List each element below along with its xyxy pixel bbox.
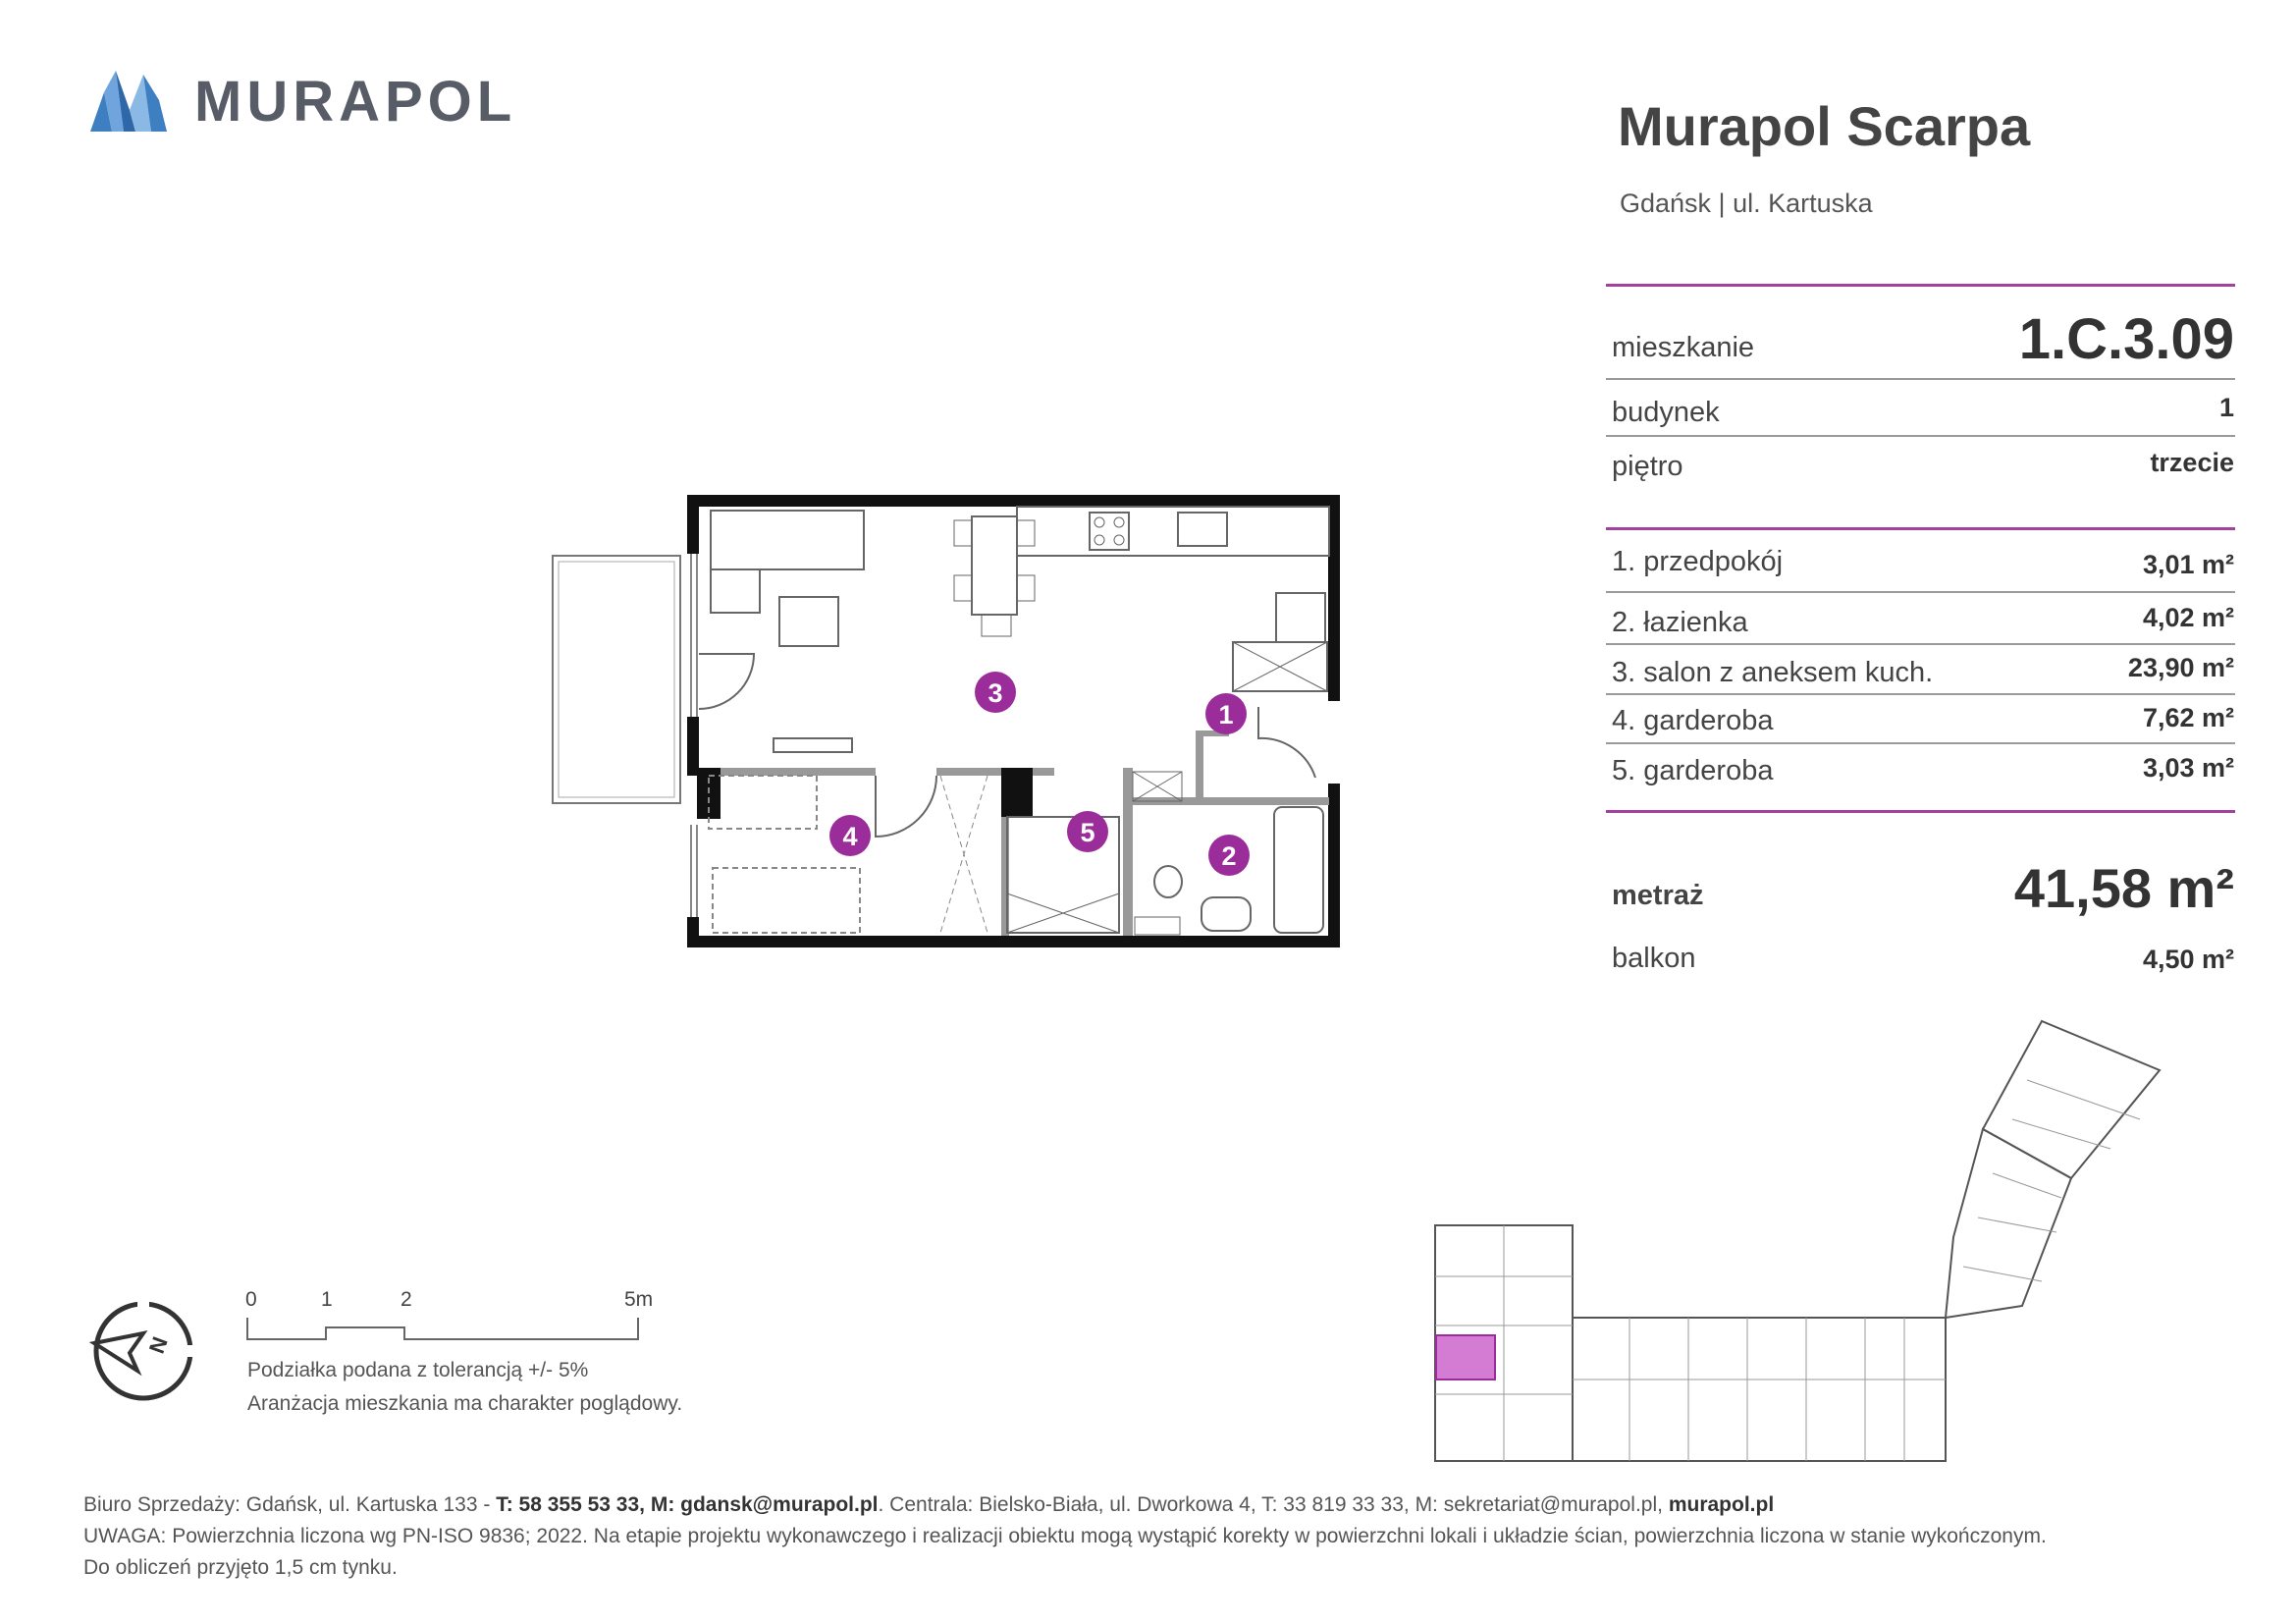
apartment-highlight	[1436, 1335, 1495, 1380]
svg-text:2: 2	[1221, 841, 1237, 871]
building-label: budynek	[1612, 397, 1720, 428]
room-area: 23,90 m²	[2127, 653, 2234, 682]
logo-wordmark: MURAPOL	[194, 70, 517, 134]
divider	[1606, 742, 2235, 744]
divider-top	[1606, 284, 2235, 287]
apartment-number-label: mieszkanie	[1612, 332, 1755, 363]
building-value: 1	[2218, 393, 2234, 422]
room-name: 1. przedpokój	[1612, 546, 1784, 577]
svg-text:1: 1	[1218, 700, 1234, 730]
svg-text:3: 3	[988, 678, 1003, 708]
room-name: 5. garderoba	[1612, 755, 1774, 786]
svg-text:4: 4	[842, 822, 858, 851]
room-name: 3. salon z aneksem kuch.	[1612, 657, 1934, 688]
project-title: Murapol Scarpa	[1618, 95, 2031, 157]
arrangement-note: Aranżacja mieszkania ma charakter poglądowy.	[247, 1392, 683, 1415]
room-name: 2. łazienka	[1612, 607, 1748, 638]
area-value: 41,58 m²	[2013, 857, 2234, 919]
scale-bar	[245, 1316, 648, 1345]
floor-label: piętro	[1612, 451, 1683, 482]
divider	[1606, 591, 2235, 593]
divider	[1606, 435, 2235, 437]
room-marker	[975, 672, 1016, 713]
divider	[1606, 643, 2235, 645]
floor-plan	[545, 491, 1350, 962]
project-address: Gdańsk | ul. Kartuska	[1620, 189, 1873, 218]
sales-office-text: Biuro Sprzedaży: Gdańsk, ul. Kartuska 133 -	[83, 1493, 497, 1516]
room-area: 7,62 m²	[2142, 703, 2234, 732]
room-area: 4,02 m²	[2142, 603, 2234, 632]
scale-tick: 2	[400, 1288, 412, 1311]
sales-office-contact: T: 58 355 53 33, M: gdansk@murapol.pl	[496, 1493, 879, 1516]
balcony-label: balkon	[1612, 943, 1696, 974]
divider	[1606, 378, 2235, 380]
tolerance-note: Podziałka podana z tolerancją +/- 5%	[247, 1359, 589, 1381]
room-marker	[1205, 693, 1247, 734]
svg-text:N: N	[143, 1333, 173, 1357]
room-marker	[829, 815, 871, 856]
apartment-number: 1.C.3.09	[2018, 307, 2234, 371]
divider-rooms-bottom	[1606, 810, 2235, 813]
divider-rooms-top	[1606, 527, 2235, 530]
room-name: 4. garderoba	[1612, 705, 1774, 736]
balcony-value: 4,50 m²	[2142, 945, 2234, 974]
murapol-logo	[90, 71, 169, 139]
footer-note: UWAGA: Powierzchnia liczona wg PN-ISO 9836; 2022. Na etapie projektu wykonawczego i realizacji obiektu mogą wystąpić korekty w powierzchni lokali i układzie ścian, powierzchnia liczona w stanie wykończonym.	[83, 1525, 2047, 1547]
scale-tick: 1	[321, 1288, 333, 1311]
scale-tick: 0	[245, 1288, 257, 1311]
scale-tick: 5m	[624, 1288, 654, 1311]
room-marker	[1208, 835, 1250, 876]
footer-plaster-note: Do obliczeń przyjęto 1,5 cm tynku.	[83, 1556, 398, 1579]
headquarters-text: . Centrala: Bielsko-Biała, ul. Dworkowa 4, T: 33 819 33 33, M: sekretariat@murapol.pl,	[878, 1493, 1669, 1516]
footer-contact-line	[83, 1493, 1774, 1517]
building-key-plan	[1423, 992, 2199, 1473]
floor-value: trzecie	[2150, 448, 2234, 477]
divider	[1606, 693, 2235, 695]
room-area: 3,01 m²	[2142, 550, 2234, 579]
svg-text:5: 5	[1080, 818, 1095, 847]
area-label: metraż	[1612, 880, 1704, 911]
room-area: 3,03 m²	[2142, 753, 2234, 783]
room-marker	[1067, 811, 1108, 852]
compass-icon	[86, 1294, 200, 1408]
website-link[interactable]: murapol.pl	[1668, 1493, 1775, 1516]
